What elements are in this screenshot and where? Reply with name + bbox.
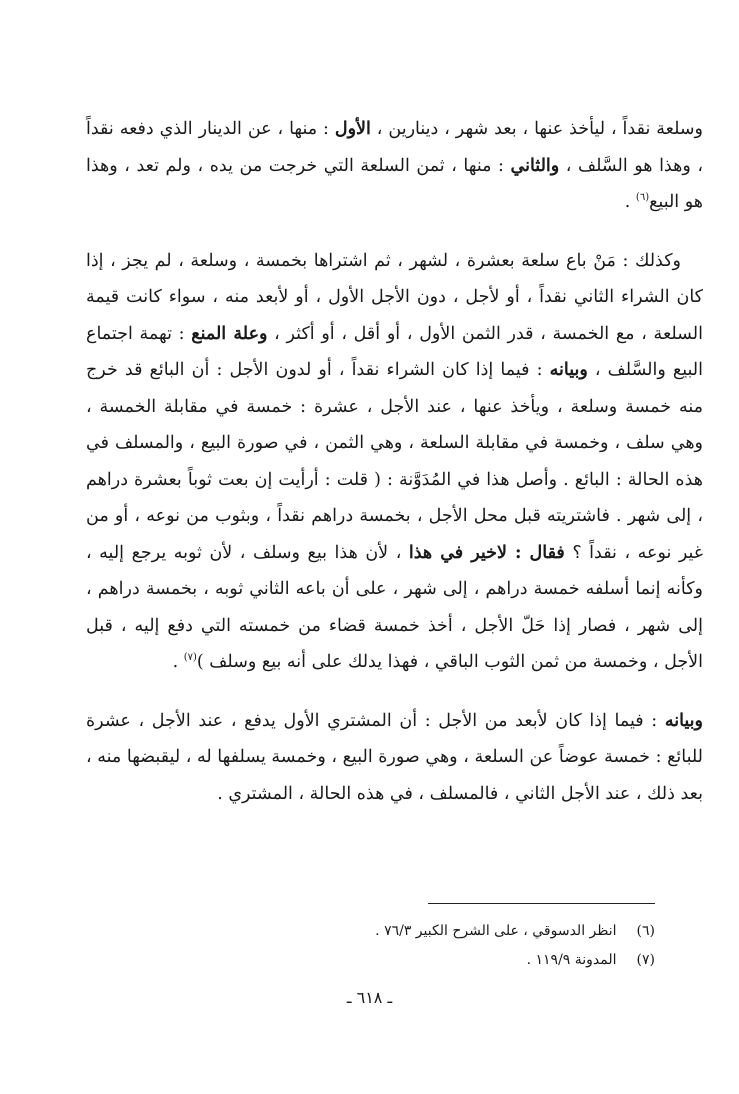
footnote-divider bbox=[428, 903, 655, 904]
bold-term-reason: وعلة المنع bbox=[191, 323, 268, 344]
bold-term-second: والثاني bbox=[510, 155, 560, 176]
footnotes bbox=[280, 917, 655, 975]
paragraph-1: وسلعة نقداً ، ليأخذ عنها ، بعد شهر ، دينارين ، الأول : منها ، عن الدينار الذي دفعه نقداً ، وهذا هو السَّلف ، والثاني : منها ، ثمن السلعة التي خرجت من يده ، ولم تعد ، وهذا هو البيع$^{(٦)}$ . bbox=[86, 119, 703, 212]
footnote-ref-6[interactable]: (٦) bbox=[635, 192, 650, 204]
paragraph-3: وبيانه : فيما إذا كان لأبعد من الأجل : أن المشتري الأول يدفع ، عند الأجل ، عشرة للبائع : خمسة عوضاً عن السلعة ، وهي صورة البيع ، وخمسة يسلفها له ، ليقبضها منه ، بعد ذلك ، عند الأجل الثاني ، فالمسلف ، في هذه الحالة ، المشتري . bbox=[86, 710, 703, 804]
footnote-7 bbox=[280, 946, 655, 975]
bold-term-first: الأول bbox=[334, 119, 371, 139]
footnote-number: (٦) bbox=[636, 923, 655, 939]
footnote-text: انظر الدسوقي ، على الشرح الكبير ٧٦/٣ . bbox=[375, 923, 617, 939]
footnote-ref-7[interactable]: (٧) bbox=[183, 652, 197, 664]
bold-term-explanation: وبيانه bbox=[549, 360, 588, 380]
bold-term-explanation-2: وبيانه bbox=[664, 710, 703, 731]
footnote-number: (٧) bbox=[636, 952, 655, 968]
page-number: ـ ٦١٨ ـ bbox=[346, 988, 393, 1007]
bold-term-ruling: فقال : لاخير في هذا bbox=[408, 542, 565, 563]
footnote-text: المدونة ١١٩/٩ . bbox=[526, 952, 617, 968]
paragraph-2: وكذلك : مَنْ باع سلعة بعشرة ، لشهر ، ثم اشتراها بخمسة ، وسلعة ، لم يجز ، إذا كان الشراء الثاني نقداً ، أو لأجل ، دون الأجل الأول ، أو لأبعد منه ، سواء كانت قيمة السلعة ، مع الخمسة ، قدر الثمن الأول ، أو أقل ، أو أكثر ، وعلة المنع : تهمة اجتماع البيع والسَّلف ، وبيانه : فيما إذا كان الشراء نقداً ، أو لدون الأجل : أن البائع قد خرج منه خمسة وسلعة ، ويأخذ عنها ، عند الأجل ، عشرة : خمسة في مقابلة الخمسة ، وهي سلف ، وخمسة في مقابلة السلعة ، وهي الثمن ، في صورة البيع ، والمسلف في هذه الحالة : البائع . وأصل هذا في المُدَوَّنة : ( قلت : أرأيت إن بعت ثوباً بعشرة دراهم ، إلى شهر . فاشتريته قبل محل الأجل ، بخمسة دراهم نقداً ، وبثوب من نوعه ، أو من غير نوعه ، نقداً ؟ فقال : لاخير في هذا ، لأن هذا بيع وسلف ، لأن ثوبه يرجع إليه ، وكأنه إنما أسلفه خمسة دراهم ، إلى شهر ، على أن باعه الثاني ثوبه ، بخمسة دراهم ، إلى شهر ، فصار إذا حَلّ الأجل ، أخذ خمسة قضاء من خمسته التي دفع إليه ، قبل الأجل ، وخمسة من ثمن الثوب الباقي ، فهذا يدلك على أنه بيع وسلف )$^{(٧)}$ . bbox=[86, 250, 704, 672]
footnote-6 bbox=[280, 917, 655, 946]
main-text bbox=[86, 111, 703, 834]
